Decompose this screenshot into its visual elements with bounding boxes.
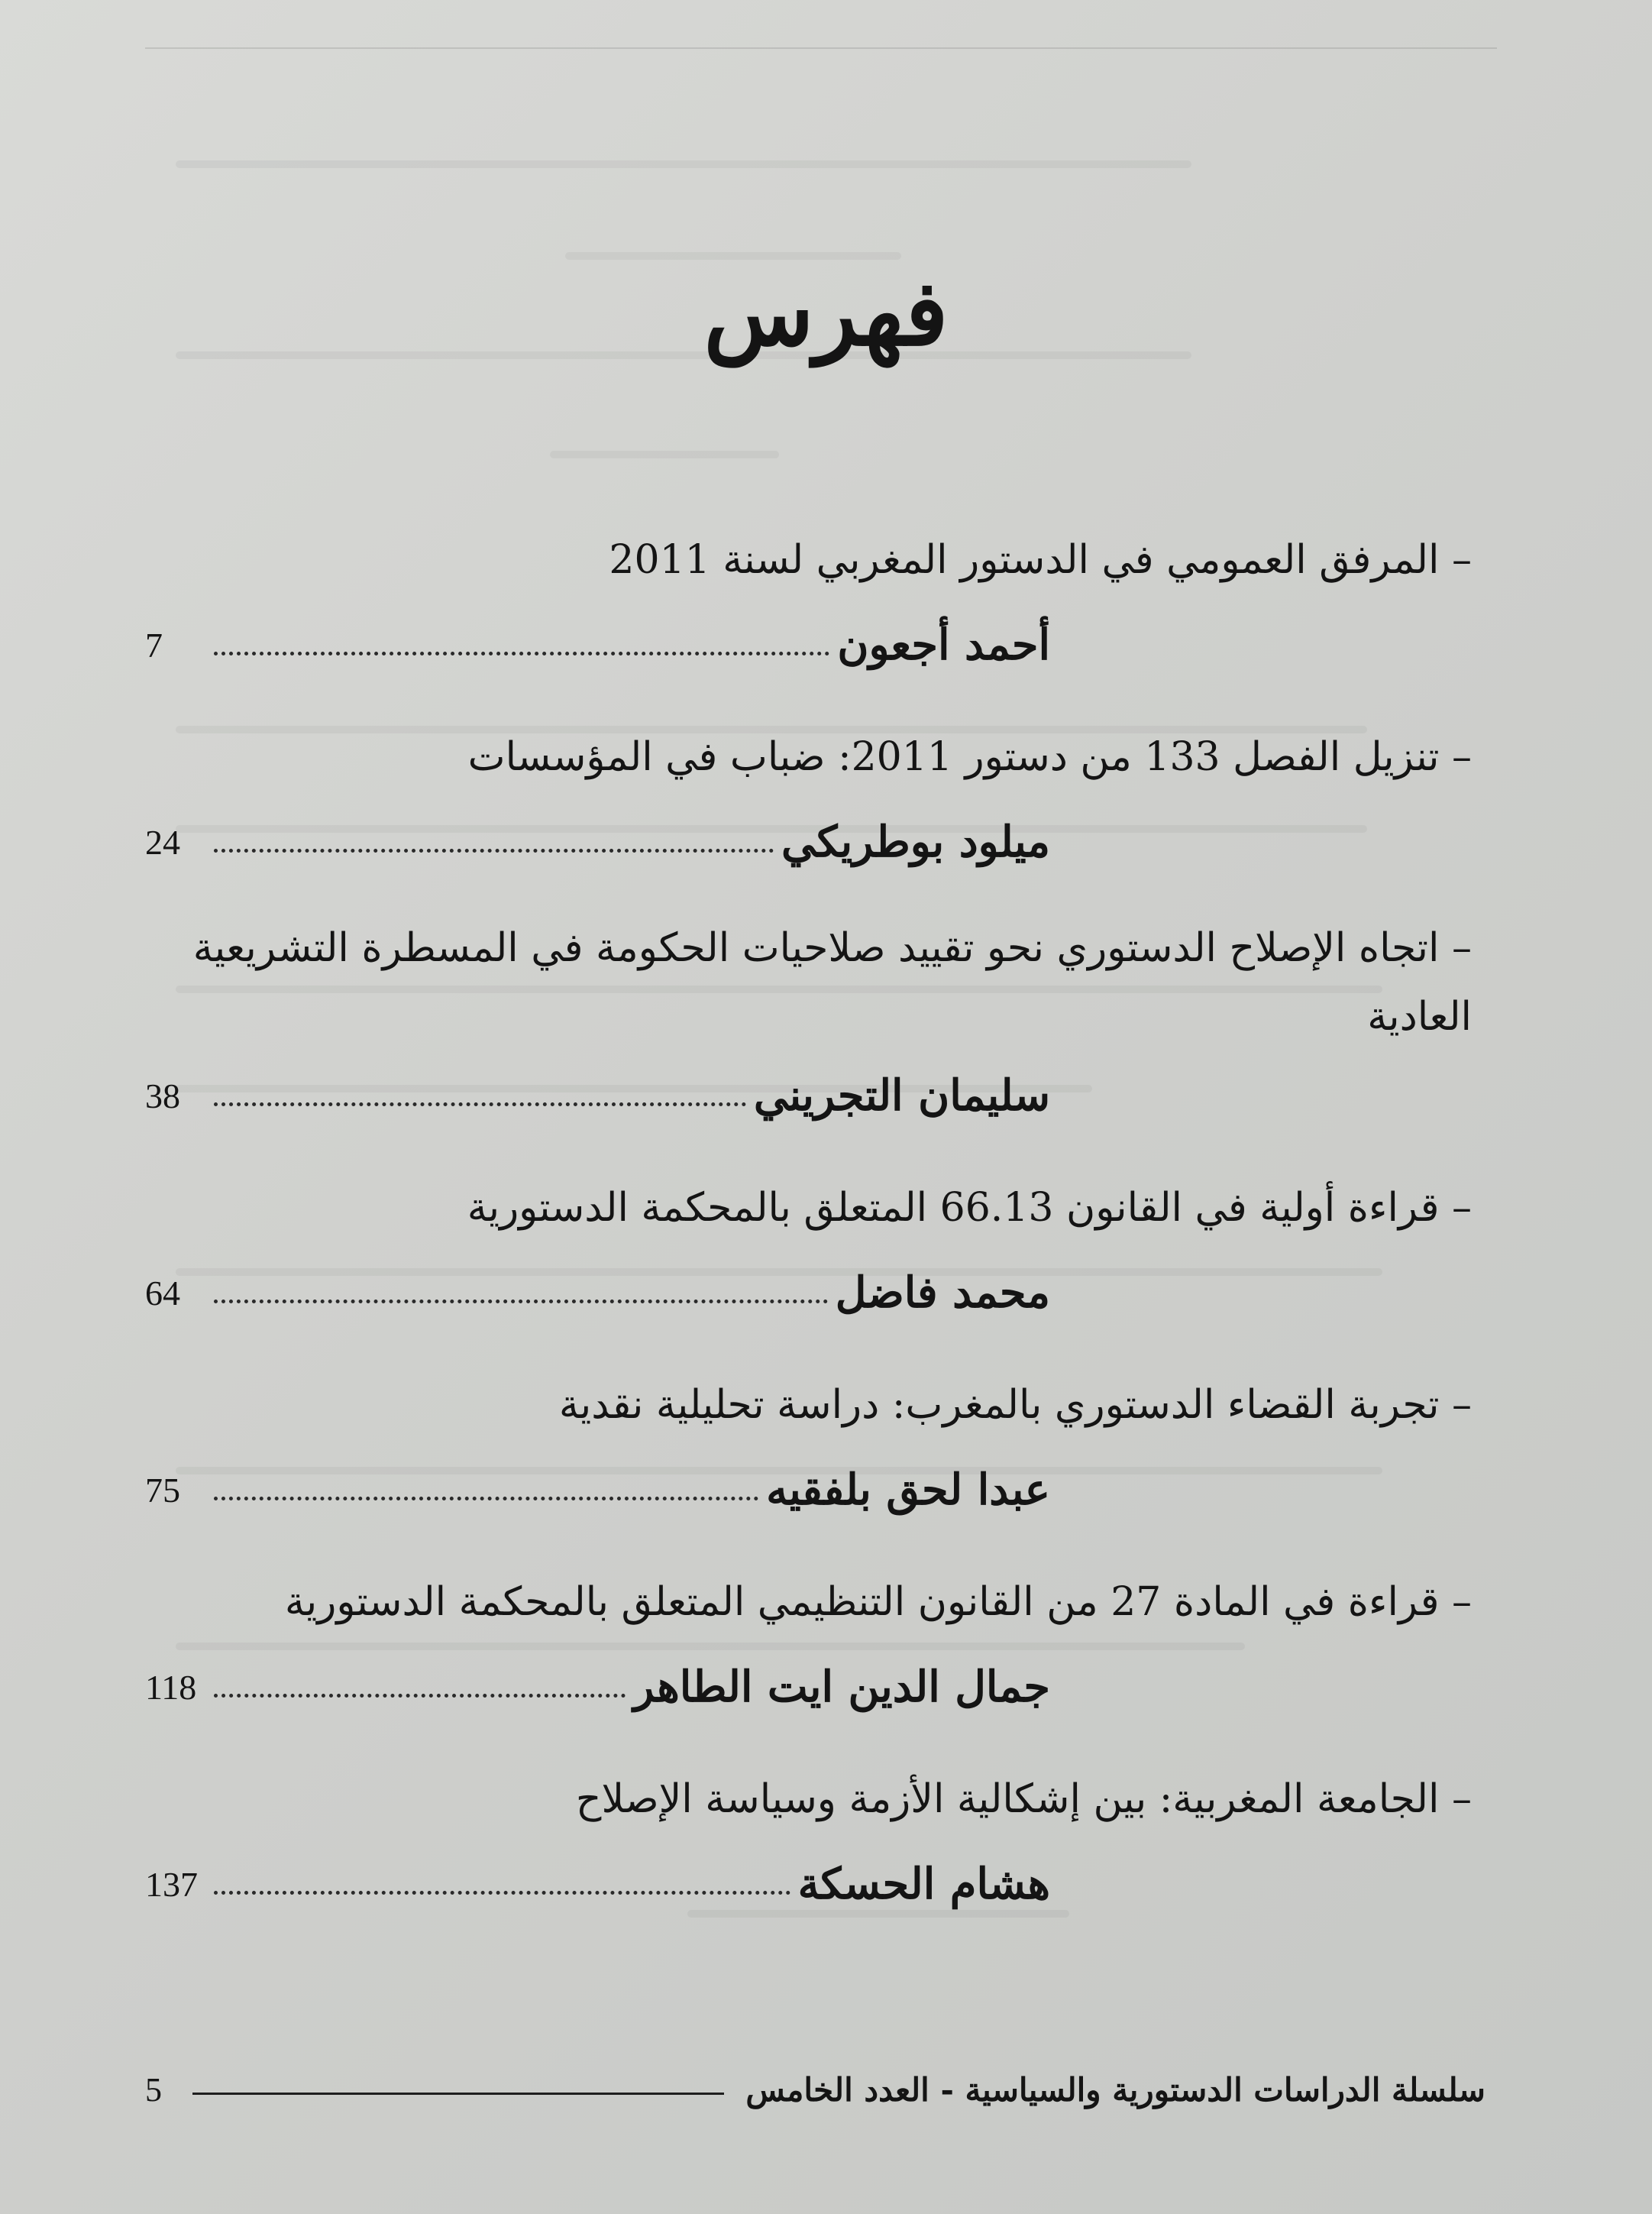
show-through xyxy=(565,252,901,260)
footer-rule xyxy=(192,2093,724,2095)
entry-author: محمد فاضل xyxy=(835,1267,1050,1318)
header-rule xyxy=(145,47,1497,49)
dot-leader xyxy=(214,1497,758,1500)
entry-page-number: 38 xyxy=(145,1076,180,1115)
entry-author: أحمد أجعون xyxy=(837,620,1050,670)
entry-title: – اتجاه الإصلاح الدستوري نحو تقييد صلاحيات الحكومة في المسطرة التشريعية العادية xyxy=(192,925,1472,1040)
footer-series-title: سلسلة الدراسات الدستورية والسياسية - العدد الخامس xyxy=(745,2070,1486,2109)
entry-page-number: 7 xyxy=(145,625,163,665)
toc-entry xyxy=(145,914,1478,1129)
entry-page-number: 75 xyxy=(145,1470,180,1510)
entry-author-row xyxy=(145,1653,1478,1720)
entry-title: – قراءة في المادة 27 من القانون التنظيمي المتعلق بالمحكمة الدستورية xyxy=(284,1579,1472,1625)
entry-author-row xyxy=(145,1259,1478,1326)
entry-page-number: 118 xyxy=(145,1667,197,1707)
entry-author-row xyxy=(145,1456,1478,1523)
toc-entry xyxy=(145,1562,1478,1720)
dot-leader xyxy=(214,1891,790,1895)
page-footer xyxy=(145,2063,1486,2116)
entry-author: عبدا لحق بلفقيه xyxy=(766,1465,1050,1515)
toc-entry xyxy=(145,1167,1478,1326)
entry-author-row xyxy=(145,1062,1478,1129)
toc-entry xyxy=(145,1759,1478,1918)
toc-entry xyxy=(145,1364,1478,1523)
entry-title: – قراءة أولية في القانون 66.13 المتعلق بالمحكمة الدستورية xyxy=(467,1185,1472,1231)
dot-leader xyxy=(214,849,774,853)
dot-leader xyxy=(214,1300,828,1303)
entry-author-row xyxy=(145,1850,1478,1918)
entry-author: جمال الدين ايت الطاهر xyxy=(633,1662,1050,1712)
footer-page-number: 5 xyxy=(145,2070,162,2109)
entry-title: – تجربة القضاء الدستوري بالمغرب: دراسة تحليلية نقدية xyxy=(558,1382,1472,1428)
dot-leader xyxy=(214,652,829,655)
entry-author: سليمان التجريني xyxy=(753,1070,1050,1121)
entry-title: – الجامعة المغربية: بين إشكالية الأزمة وسياسة الإصلاح xyxy=(575,1776,1472,1822)
entry-author-row xyxy=(145,808,1478,876)
show-through xyxy=(550,451,779,458)
entry-page-number: 137 xyxy=(145,1864,198,1904)
dot-leader xyxy=(214,1694,626,1698)
entry-author: هشام الحسكة xyxy=(797,1859,1050,1909)
entry-title: – المرفق العمومي في الدستور المغربي لسنة 2011 xyxy=(609,537,1472,583)
page-title: فهرس xyxy=(703,260,949,366)
entry-page-number: 64 xyxy=(145,1273,180,1313)
entry-author: ميلود بوطريكي xyxy=(781,817,1050,867)
toc-entry xyxy=(145,717,1478,876)
dot-leader xyxy=(214,1102,746,1106)
toc-entry xyxy=(145,520,1478,678)
entry-author-row xyxy=(145,611,1478,678)
table-of-contents xyxy=(145,520,1478,1956)
entry-title: – تنزيل الفصل 133 من دستور 2011: ضباب في المؤسسات xyxy=(467,734,1472,780)
entry-page-number: 24 xyxy=(145,822,180,862)
show-through xyxy=(176,160,1191,168)
